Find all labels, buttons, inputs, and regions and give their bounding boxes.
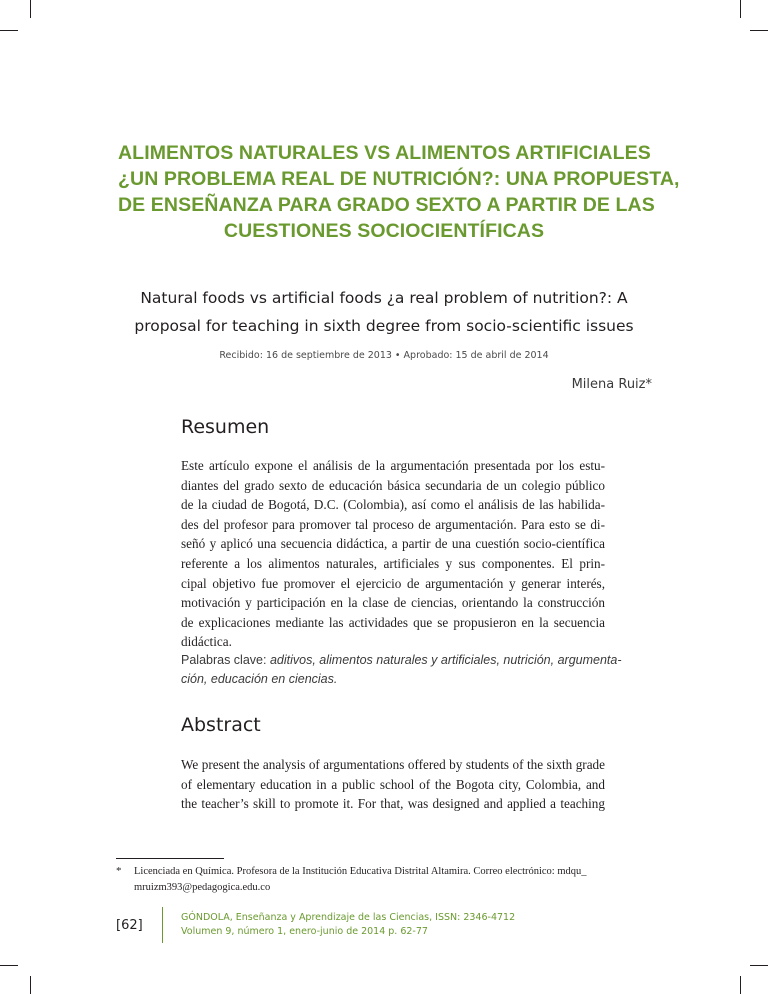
crop-mark bbox=[740, 976, 741, 994]
journal-line: GÓNDOLA, Enseñanza y Aprendizaje de las Ciencias, ISSN: 2346-4712 bbox=[181, 912, 516, 923]
crop-mark bbox=[750, 30, 768, 31]
text-line: cipal objetivo fue promover el ejercicio de argumentación y generar interés, bbox=[181, 575, 605, 591]
text-line: motivación y participación en la clase de ciencias, orientando la construcción bbox=[181, 595, 605, 611]
english-title bbox=[100, 284, 668, 340]
keywords-label: Palabras clave: bbox=[181, 653, 267, 667]
text-line: Este artículo expone el análisis de la argumentación presentada por los estu- bbox=[181, 458, 605, 473]
keywords-line bbox=[181, 651, 622, 670]
footer-divider bbox=[162, 907, 163, 943]
journal-citation bbox=[181, 911, 515, 939]
title-line: ALIMENTOS NATURALES VS ALIMENTOS ARTIFICIALES bbox=[118, 142, 651, 164]
text-line: didáctica. bbox=[181, 634, 232, 650]
page-number: [62] bbox=[116, 918, 143, 933]
footnote-separator bbox=[116, 858, 224, 859]
text-line: des del profesor para promover tal proceso de argumentación. Para esto se di- bbox=[181, 516, 605, 532]
title-line: ¿UN PROBLEMA REAL DE NUTRICIÓN?: UNA PROPUESTA, bbox=[118, 168, 680, 190]
keywords-terms: aditivos, alimentos naturales y artificiales, nutrición, argumenta- bbox=[269, 653, 622, 667]
crop-mark bbox=[740, 0, 741, 18]
footnote bbox=[134, 864, 604, 896]
crop-mark bbox=[750, 965, 768, 966]
resumen-body bbox=[181, 456, 605, 652]
english-title-line: proposal for teaching in sixth degree from socio-scientific issues bbox=[134, 317, 634, 335]
crop-mark bbox=[30, 976, 31, 994]
crop-mark bbox=[30, 0, 31, 18]
footnote-line: mruizm393@pedagogica.edu.co bbox=[134, 882, 271, 893]
author-name: Milena Ruiz* bbox=[571, 377, 652, 392]
crop-mark bbox=[0, 30, 18, 31]
keywords-terms: ción, educación en ciencias. bbox=[181, 672, 338, 686]
text-line: We present the analysis of argumentations offered by students of the sixth grade bbox=[181, 757, 605, 772]
resumen-heading: Resumen bbox=[181, 416, 270, 438]
text-line: of elementary education in a public school of the Bogota city, Colombia, and bbox=[181, 776, 605, 792]
title-line: CUESTIONES SOCIOCIENTÍFICAS bbox=[223, 220, 545, 242]
keywords bbox=[181, 651, 622, 689]
article-title bbox=[118, 140, 680, 244]
received-approved-dates: Recibido: 16 de septiembre de 2013 • Aprobado: 15 de abril de 2014 bbox=[219, 350, 549, 361]
journal-line: Volumen 9, número 1, enero-junio de 2014 p. 62-77 bbox=[181, 926, 428, 937]
text-line: the teacher’s skill to promote it. For that, was designed and applied a teaching bbox=[181, 796, 605, 812]
title-line: DE ENSEÑANZA PARA GRADO SEXTO A PARTIR DE LAS bbox=[118, 194, 655, 216]
text-line: de la ciudad de Bogotá, D.C. (Colombia), así como el análisis de las habilida- bbox=[181, 497, 605, 513]
text-line: de explicaciones mediante las actividades que se propusieron en la secuencia bbox=[181, 614, 605, 630]
abstract-body bbox=[181, 755, 605, 814]
footnote-marker: * bbox=[116, 865, 122, 877]
abstract-heading: Abstract bbox=[181, 714, 261, 736]
footnote-line: Licenciada en Química. Profesora de la Institución Educativa Distrital Altamira. Correo electrónico: mdqu_ bbox=[134, 866, 587, 877]
crop-mark bbox=[0, 965, 18, 966]
text-line: señó y aplicó una secuencia didáctica, a partir de una cuestión socio-científica bbox=[181, 536, 605, 552]
english-title-line: Natural foods vs artificial foods ¿a real problem of nutrition?: A bbox=[140, 289, 628, 307]
text-line: diantes del grado sexto de educación básica secundaria de un colegio público bbox=[181, 477, 605, 493]
text-line: referente a los alimentos naturales, artificiales y sus componentes. El prin- bbox=[181, 555, 605, 571]
